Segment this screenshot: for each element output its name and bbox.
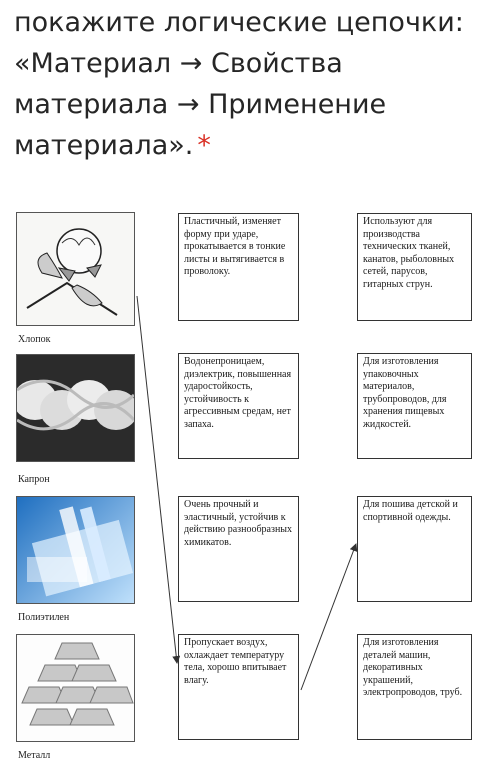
- property-box: Водонепроницаем, диэлектрик, повышенная ударостойкость, устойчивость к агрессивным средам, нет запаха.: [178, 353, 299, 459]
- property-box: Пропускает воздух, охлаждает температуру тела, хорошо впитывает влагу.: [178, 634, 299, 740]
- rope-photo: [16, 354, 135, 462]
- plastic-film-image: [17, 497, 134, 603]
- cotton-image: [16, 212, 135, 326]
- question-text: покажите логические цепочки: «Материал → Свойства материала → Применение материала».: [14, 7, 464, 161]
- required-mark: *: [197, 130, 211, 161]
- property-box: Пластичный, изменяет форму при ударе, прокатывается в тонкие листы и вытягивается в проволоку.: [178, 213, 299, 321]
- cotton-boll-image: [17, 213, 134, 325]
- property-box: Очень прочный и эластичный, устойчив к действию разнообразных химикатов.: [178, 496, 299, 602]
- polyethylene-photo: [16, 496, 135, 604]
- metal-ingots-image: [17, 635, 134, 741]
- arrow-cotton-to-property: [137, 296, 177, 663]
- application-box: Для изготовления упаковочных материалов, трубопроводов, для хранения пищевых жидкостей.: [357, 353, 472, 459]
- application-box: Используют для производства технических тканей, канатов, рыболовных сетей, парусов, гитарных струн.: [357, 213, 472, 321]
- material-label: Полиэтилен: [18, 612, 70, 623]
- question-title: [14, 2, 484, 166]
- rope-image: [17, 355, 134, 461]
- material-label: Капрон: [18, 474, 50, 485]
- application-box: Для изготовления деталей машин, декоративных украшений, электропроводов, труб.: [357, 634, 472, 740]
- metal-photo: [16, 634, 135, 742]
- application-box: Для пошива детской и спортивной одежды.: [357, 496, 472, 602]
- material-label: Хлопок: [18, 334, 51, 345]
- arrow-property-to-application: [301, 544, 356, 690]
- material-label: Металл: [18, 750, 51, 761]
